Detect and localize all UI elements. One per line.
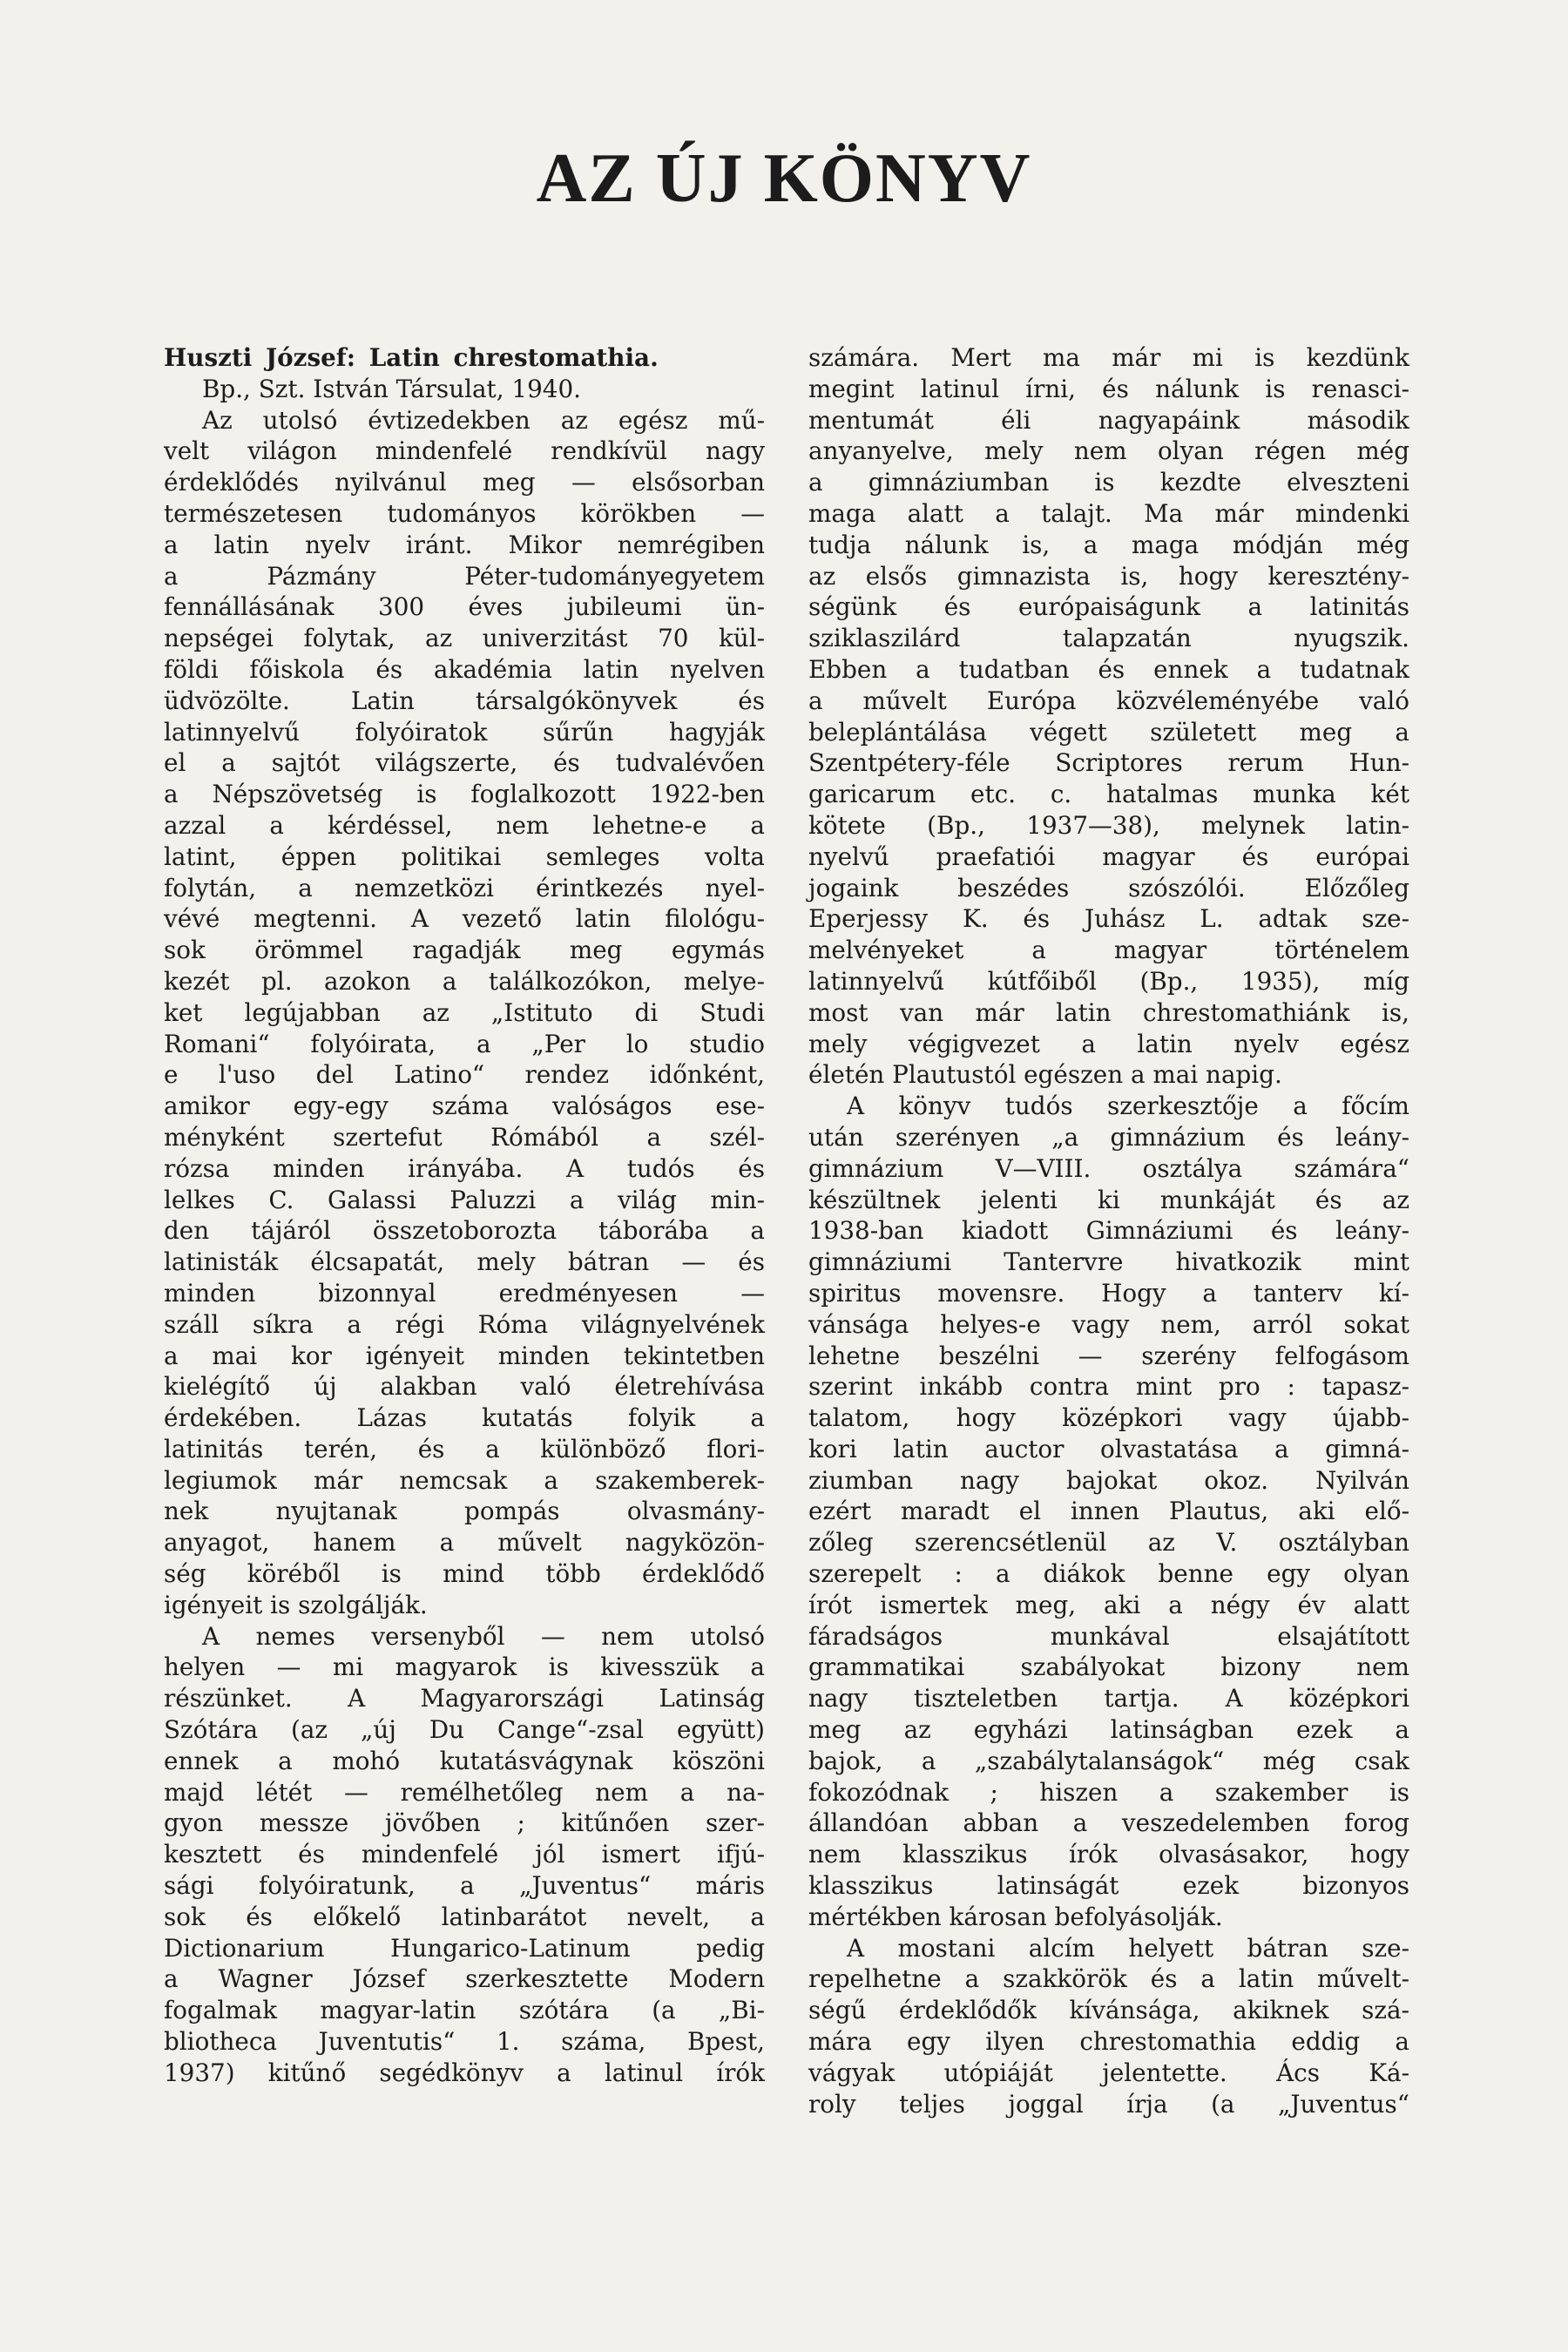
- text-line: Eperjessy K. és Juhász L. adtak sze-: [808, 904, 1409, 934]
- text-line: roly teljes joggal írja (a „Juventus“: [808, 2089, 1409, 2119]
- text-line: el a sajtót világszerte, és tudvalévően: [164, 748, 765, 778]
- text-line: 1938-ban kiadott Gimnáziumi és leány-: [808, 1216, 1409, 1246]
- text-line: ség köréből is mind több érdeklődő: [164, 1559, 765, 1589]
- text-line: beleplántálása végett született meg a: [808, 717, 1409, 747]
- text-line: meg az egyházi latinságban ezek a: [808, 1715, 1409, 1745]
- text-line: 1937) kitűnő segédkönyv a latinul írók: [164, 2058, 765, 2087]
- text-line: megint latinul írni, és nálunk is renasci-: [808, 374, 1409, 403]
- text-line: részünket. A Magyarországi Latinság: [164, 1684, 765, 1713]
- text-line: spiritus movensre. Hogy a tanterv kí-: [808, 1278, 1409, 1308]
- text-line: most van már latin chrestomathiánk is,: [808, 997, 1409, 1027]
- text-line: melvényeket a magyar történelem: [808, 936, 1409, 965]
- text-line: tudja nálunk is, a maga módján még: [808, 530, 1409, 559]
- text-line: lehetne beszélni — szerény felfogásom: [808, 1341, 1409, 1370]
- left-column: [164, 342, 765, 2089]
- text-line: vágyak utópiáját jelentette. Ács Ká-: [808, 2058, 1409, 2087]
- text-line: majd létét — remélhetőleg nem a na-: [164, 1777, 765, 1807]
- text-line: üdvözölte. Latin társalgókönyvek és: [164, 686, 765, 715]
- text-line: klasszikus latinságát ezek bizonyos: [808, 1871, 1409, 1901]
- text-line: A mostani alcím helyett bátran sze-: [847, 1933, 1409, 1963]
- text-line: érdeklődés nyilvánul meg — elsősorban: [164, 468, 765, 497]
- text-line: Szentpétery-féle Scriptores rerum Hun-: [808, 748, 1409, 778]
- text-line: kori latin auctor olvastatása a gimná-: [808, 1434, 1409, 1463]
- text-line: készültnek jelenti ki munkáját és az: [808, 1185, 1409, 1214]
- text-line: gimnáziumi Tantervre hivatkozik mint: [808, 1247, 1409, 1277]
- text-line: helyen — mi magyarok is kivesszük a: [164, 1652, 765, 1682]
- text-line: mely végigvezet a latin nyelv egész: [808, 1029, 1409, 1058]
- text-line: fennállásának 300 éves jubileumi ün-: [164, 592, 765, 622]
- text-line: latinnyelvű kútfőiből (Bp., 1935), míg: [808, 966, 1409, 996]
- text-line: sági folyóiratunk, a „Juventus“ máris: [164, 1871, 765, 1901]
- page-title: AZ ÚJ KÖNYV: [536, 140, 1032, 217]
- text-line: legiumok már nemcsak a szakemberek-: [164, 1465, 765, 1495]
- text-line: A könyv tudós szerkesztője a főcím: [847, 1092, 1409, 1121]
- text-line: a Pázmány Péter-tudományegyetem: [164, 561, 765, 591]
- text-line: ményként szertefut Rómából a szél-: [164, 1122, 765, 1152]
- text-line: anyagot, hanem a művelt nagyközön-: [164, 1528, 765, 1558]
- text-line: bliotheca Juventutis“ 1. száma, Bpest,: [164, 2027, 765, 2057]
- text-line: szerint inkább contra mint pro : tapasz-: [808, 1372, 1409, 1402]
- text-line: maga alatt a talajt. Ma már mindenki: [808, 498, 1409, 528]
- text-line: ziumban nagy bajokat okoz. Nyilván: [808, 1465, 1409, 1495]
- text-line: repelhetne a szakkörök és a latin művelt-: [808, 1964, 1409, 1994]
- text-line: a Wagner József szerkesztette Modern: [164, 1964, 765, 1994]
- text-line: Romani“ folyóirata, a „Per lo studio: [164, 1029, 765, 1058]
- text-line: A nemes versenyből — nem utolsó: [202, 1621, 765, 1651]
- text-line: kesztett és mindenfelé jól ismert ifjú-: [164, 1840, 765, 1869]
- text-line: nem klasszikus írók olvasásakor, hogy: [808, 1840, 1409, 1869]
- text-line: vánsága helyes-e vagy nem, arról sokat: [808, 1309, 1409, 1339]
- text-line: Ebben a tudatban és ennek a tudatnak: [808, 654, 1409, 684]
- text-line: anyanyelve, mely nem olyan régen még: [808, 436, 1409, 466]
- text-line: Szótára (az „új Du Cange“-zsal együtt): [164, 1715, 765, 1745]
- text-line: életén Plautustól egészen a mai napig.: [808, 1060, 1282, 1090]
- text-line: velt világon mindenfelé rendkívül nagy: [164, 436, 765, 466]
- text-line: den tájáról összetoborozta táborába a: [164, 1216, 765, 1246]
- text-line: száll síkra a régi Róma világnyelvének: [164, 1309, 765, 1339]
- text-line: szerepelt : a diákok benne egy olyan: [808, 1559, 1409, 1589]
- right-column: [808, 342, 1409, 2119]
- text-line: vévé megtenni. A vezető latin filológu-: [164, 904, 765, 934]
- text-line: fokozódnak ; hiszen a szakember is: [808, 1777, 1409, 1807]
- text-line: természetesen tudományos körökben —: [164, 498, 765, 528]
- text-line: minden bizonnyal eredményesen —: [164, 1278, 765, 1308]
- text-line: fáradságos munkával elsajátított: [808, 1621, 1409, 1651]
- text-line: a gimnáziumban is kezdte elveszteni: [808, 468, 1409, 497]
- text-line: a mai kor igényeit minden tekintetben: [164, 1341, 765, 1370]
- text-line: nek nyujtanak pompás olvasmány-: [164, 1497, 765, 1526]
- text-line: nepségei folytak, az univerzitást 70 kül-: [164, 624, 765, 653]
- text-line: ezért maradt el innen Plautus, aki elő-: [808, 1497, 1409, 1526]
- text-line: számára. Mert ma már mi is kezdünk: [808, 343, 1409, 372]
- text-line: talatom, hogy középkori vagy újabb-: [808, 1403, 1409, 1433]
- text-line: Dictionarium Hungarico-Latinum pedig: [164, 1933, 765, 1963]
- text-line: grammatikai szabályokat bizony nem: [808, 1652, 1409, 1682]
- text-line: jogaink beszédes szószólói. Előzőleg: [808, 873, 1409, 902]
- text-line: garicarum etc. c. hatalmas munka két: [808, 780, 1409, 809]
- text-line: mára egy ilyen chrestomathia eddig a: [808, 2027, 1409, 2057]
- text-line: a latin nyelv iránt. Mikor nemrégiben: [164, 530, 765, 559]
- text-line: bajok, a „szabálytalanságok“ még csak: [808, 1746, 1409, 1775]
- text-line: az elsős gimnazista is, hogy keresztény-: [808, 561, 1409, 591]
- text-line: a Népszövetség is foglalkozott 1922-ben: [164, 780, 765, 809]
- text-line: lelkes C. Galassi Paluzzi a világ min-: [164, 1185, 765, 1214]
- text-line: latinisták élcsapatát, mely bátran — és: [164, 1247, 765, 1277]
- text-line: latint, éppen politikai semleges volta: [164, 841, 765, 871]
- text-line: igényeit is szolgálják.: [164, 1590, 428, 1619]
- text-line: fogalmak magyar-latin szótára (a „Bi-: [164, 1996, 765, 2025]
- text-line: Huszti József: Latin chrestomathia.: [164, 343, 659, 372]
- text-line: sok és előkelő latinbarátot nevelt, a: [164, 1902, 765, 1931]
- text-line: földi főiskola és akadémia latin nyelven: [164, 654, 765, 684]
- text-line: zőleg szerencsétlenül az V. osztályban: [808, 1528, 1409, 1558]
- text-line: mértékben károsan befolyásolják.: [808, 1902, 1223, 1931]
- text-line: után szerényen „a gimnázium és leány-: [808, 1122, 1409, 1152]
- text-line: gimnázium V—VIII. osztálya számára“: [808, 1153, 1409, 1183]
- text-line: ségű érdeklődők kívánsága, akiknek szá-: [808, 1996, 1409, 2025]
- text-line: kötete (Bp., 1937—38), melynek latin-: [808, 810, 1409, 840]
- text-line: e l'uso del Latino“ rendez időnként,: [164, 1060, 765, 1090]
- text-line: írót ismertek meg, aki a négy év alatt: [808, 1590, 1409, 1619]
- text-line: kielégítő új alakban való életrehívása: [164, 1372, 765, 1402]
- text-line: folytán, a nemzetközi érintkezés nyel-: [164, 873, 765, 902]
- text-line: érdekében. Lázas kutatás folyik a: [164, 1403, 765, 1433]
- text-line: sok örömmel ragadják meg egymás: [164, 936, 765, 965]
- text-line: gyon messze jövőben ; kitűnően szer-: [164, 1808, 765, 1838]
- text-line: ennek a mohó kutatásvágynak köszöni: [164, 1746, 765, 1775]
- text-line: latinitás terén, és a különböző flori-: [164, 1434, 765, 1463]
- text-line: sziklaszilárd talapzatán nyugszik.: [808, 624, 1409, 653]
- text-line: állandóan abban a veszedelemben forog: [808, 1808, 1409, 1838]
- text-line: ségünk és európaiságunk a latinitás: [808, 592, 1409, 622]
- text-line: rózsa minden irányába. A tudós és: [164, 1153, 765, 1183]
- text-line: azzal a kérdéssel, nem lehetne-e a: [164, 810, 765, 840]
- text-line: a művelt Európa közvéleményébe való: [808, 686, 1409, 715]
- text-line: nyelvű praefatiói magyar és európai: [808, 841, 1409, 871]
- text-line: amikor egy-egy száma valóságos ese-: [164, 1092, 765, 1121]
- text-line: latinnyelvű folyóiratok sűrűn hagyják: [164, 717, 765, 747]
- text-line: ket legújabban az „Istituto di Studi: [164, 997, 765, 1027]
- text-line: Bp., Szt. István Társulat, 1940.: [202, 374, 581, 403]
- text-line: nagy tiszteletben tartja. A középkori: [808, 1684, 1409, 1713]
- text-line: mentumát éli nagyapáink második: [808, 405, 1409, 435]
- text-line: kezét pl. azokon a találkozókon, melye-: [164, 966, 765, 996]
- text-line: Az utolsó évtizedekben az egész mű-: [202, 405, 765, 435]
